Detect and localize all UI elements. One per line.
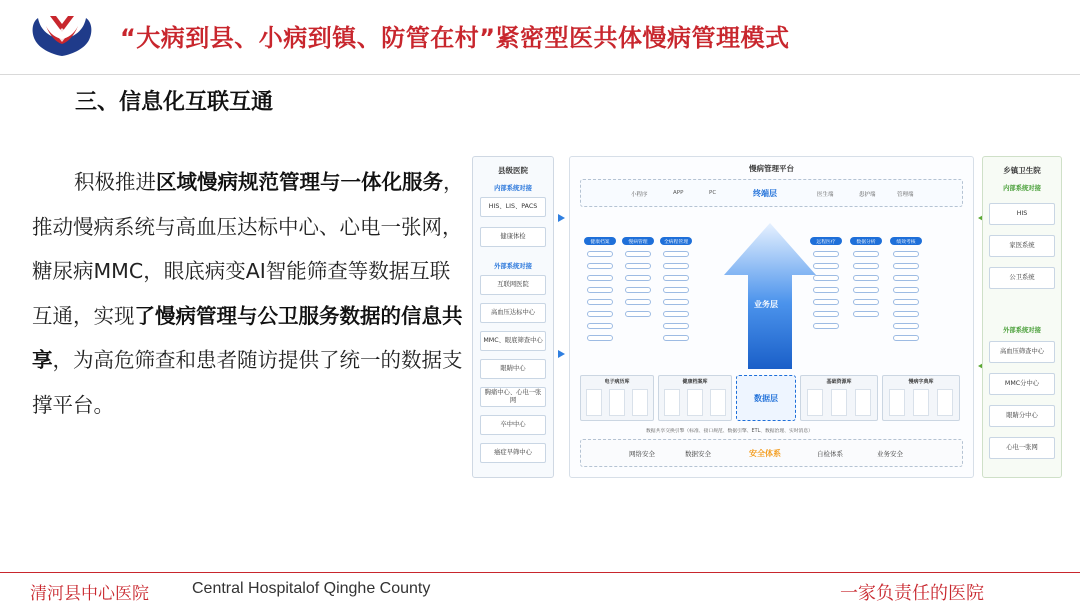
business-module <box>853 311 879 317</box>
county-item: 眼睛中心 <box>480 359 546 379</box>
business-layer-label: 业务层 <box>754 300 778 309</box>
database-group <box>658 375 732 421</box>
county-item: 胸痛中心、心电一张网 <box>480 387 546 407</box>
business-module <box>625 251 651 257</box>
county-internal-title: 内部系统对接 <box>494 185 532 192</box>
business-module <box>813 251 839 257</box>
township-item: 高血压筛查中心 <box>989 341 1055 363</box>
database-cell <box>586 389 602 416</box>
terminal-item: APP <box>673 190 684 196</box>
paragraph-bold-2: 了慢病管理与公卫服务数据的信息共享 <box>32 303 463 372</box>
platform-panel <box>569 156 974 478</box>
business-group-header: 绩效考核 <box>890 237 922 245</box>
township-hospital-column <box>982 156 1062 478</box>
data-layer-label: 数据层 <box>736 375 796 421</box>
business-module <box>893 275 919 281</box>
business-module <box>625 275 651 281</box>
county-title: 县级医院 <box>498 166 528 175</box>
terminal-item: 患护端 <box>859 192 876 198</box>
terminal-item: 管理端 <box>897 192 914 198</box>
business-module <box>663 263 689 269</box>
county-item: 互联网医院 <box>480 275 546 295</box>
business-group-header: 全病程管理 <box>660 237 692 245</box>
business-arrow-icon <box>720 221 820 371</box>
business-module <box>893 323 919 329</box>
page-title: “大病到县、小病到镇、防管在村”紧密型医共体慢病管理模式 <box>120 24 790 52</box>
county-item: 癌症早筛中心 <box>480 443 546 463</box>
business-module <box>893 299 919 305</box>
database-title: 健康档案库 <box>682 379 708 385</box>
security-layer <box>580 439 963 467</box>
business-module <box>663 287 689 293</box>
business-module <box>853 263 879 269</box>
database-title: 电子病历库 <box>604 379 630 385</box>
section-title: 三、信息化互联互通 <box>75 90 274 115</box>
database-group <box>580 375 654 421</box>
township-item: 心电一张网 <box>989 437 1055 459</box>
business-module <box>893 263 919 269</box>
business-module <box>587 287 613 293</box>
business-module <box>625 263 651 269</box>
county-item: 卒中中心 <box>480 415 546 435</box>
business-module <box>587 311 613 317</box>
business-module <box>625 287 651 293</box>
business-module <box>625 299 651 305</box>
county-item: 健康体检 <box>480 227 546 247</box>
database-cell <box>710 389 726 416</box>
business-module <box>587 335 613 341</box>
terminal-item: 医生端 <box>817 192 834 198</box>
business-module <box>813 287 839 293</box>
hospital-logo-icon <box>28 12 96 58</box>
header-divider <box>0 74 1080 75</box>
database-group <box>800 375 878 421</box>
terminal-item: 小程序 <box>631 192 648 198</box>
body-paragraph <box>32 160 464 427</box>
arrow-right-icon <box>558 214 565 222</box>
business-module <box>853 287 879 293</box>
database-cell <box>807 389 823 416</box>
township-external-title: 外部系统对接 <box>1003 327 1041 334</box>
terminal-layer <box>580 179 963 207</box>
terminal-item: PC <box>709 190 717 196</box>
county-hospital-column <box>472 156 554 478</box>
county-item: MMC、眼底筛查中心 <box>480 331 546 351</box>
terminal-layer-label: 终端层 <box>753 189 777 198</box>
business-module <box>587 263 613 269</box>
business-module <box>663 311 689 317</box>
business-module <box>663 299 689 305</box>
platform-title: 慢病管理平台 <box>749 164 794 173</box>
township-item: 眼睛分中心 <box>989 405 1055 427</box>
database-cell <box>855 389 871 416</box>
database-cell <box>937 389 953 416</box>
database-group <box>882 375 960 421</box>
paragraph-text-3: ，为高危筛查和患者随访提供了统一的数据支撑平台。 <box>32 348 463 417</box>
business-module <box>813 263 839 269</box>
footer-divider <box>0 572 1080 573</box>
architecture-diagram <box>472 152 1064 482</box>
township-title: 乡镇卫生院 <box>1003 166 1041 175</box>
data-exchange-note: 数据共享交换引擎（标准、接口规范、数据引擎、ETL、数据治理、实时消息） <box>646 429 813 434</box>
county-external-title: 外部系统对接 <box>494 263 532 270</box>
county-item: 高血压达标中心 <box>480 303 546 323</box>
security-item: 自检体系 <box>817 450 843 458</box>
township-item: 公卫系统 <box>989 267 1055 289</box>
business-module <box>663 275 689 281</box>
business-group-header: 健康档案 <box>584 237 616 245</box>
data-layer <box>580 375 963 425</box>
security-layer-label: 安全体系 <box>749 449 781 458</box>
business-module <box>663 251 689 257</box>
business-group-header: 数据分析 <box>850 237 882 245</box>
township-internal-title: 内部系统对接 <box>1003 185 1041 192</box>
business-module <box>853 251 879 257</box>
database-cell <box>913 389 929 416</box>
security-item: 数据安全 <box>685 450 711 458</box>
county-item: HIS、LIS、PACS <box>480 197 546 217</box>
arrow-right-icon <box>558 350 565 358</box>
database-cell <box>831 389 847 416</box>
business-module <box>813 323 839 329</box>
township-item: 家医系统 <box>989 235 1055 257</box>
township-item: HIS <box>989 203 1055 225</box>
database-cell <box>632 389 648 416</box>
database-cell <box>687 389 703 416</box>
security-item: 网络安全 <box>629 450 655 458</box>
business-module <box>813 311 839 317</box>
business-module <box>625 311 651 317</box>
paragraph-text-2: ，推动慢病系统与高血压达标中心、心电一张网，糖尿病MMC，眼底病变AI智能筛查等数据互联互通，实现 <box>32 170 464 328</box>
business-module <box>853 275 879 281</box>
township-item: MMC分中心 <box>989 373 1055 395</box>
business-group-header: 慢病管理 <box>622 237 654 245</box>
security-item: 业务安全 <box>877 450 903 458</box>
business-group-header: 远程医疗 <box>810 237 842 245</box>
business-module <box>663 323 689 329</box>
database-cell <box>664 389 680 416</box>
business-module <box>893 251 919 257</box>
database-title: 基础资源库 <box>826 379 852 385</box>
business-module <box>893 335 919 341</box>
footer-hospital-english: Central Hospitalof Qinghe County <box>192 580 431 597</box>
paragraph-bold-1: 区域慢病规范管理与一体化服务 <box>156 170 443 194</box>
business-module <box>587 299 613 305</box>
business-module <box>893 311 919 317</box>
business-module <box>587 251 613 257</box>
paragraph-text-1: 积极推进 <box>74 170 156 194</box>
footer-hospital-name: 清河县中心医院 <box>30 584 149 604</box>
database-cell <box>609 389 625 416</box>
business-module <box>813 275 839 281</box>
business-module <box>893 287 919 293</box>
database-title: 慢病字典库 <box>908 379 934 385</box>
business-module <box>663 335 689 341</box>
business-module <box>813 299 839 305</box>
business-module <box>587 323 613 329</box>
business-module <box>587 275 613 281</box>
business-module <box>853 299 879 305</box>
footer-slogan: 一家负责任的医院 <box>840 583 984 604</box>
database-cell <box>889 389 905 416</box>
